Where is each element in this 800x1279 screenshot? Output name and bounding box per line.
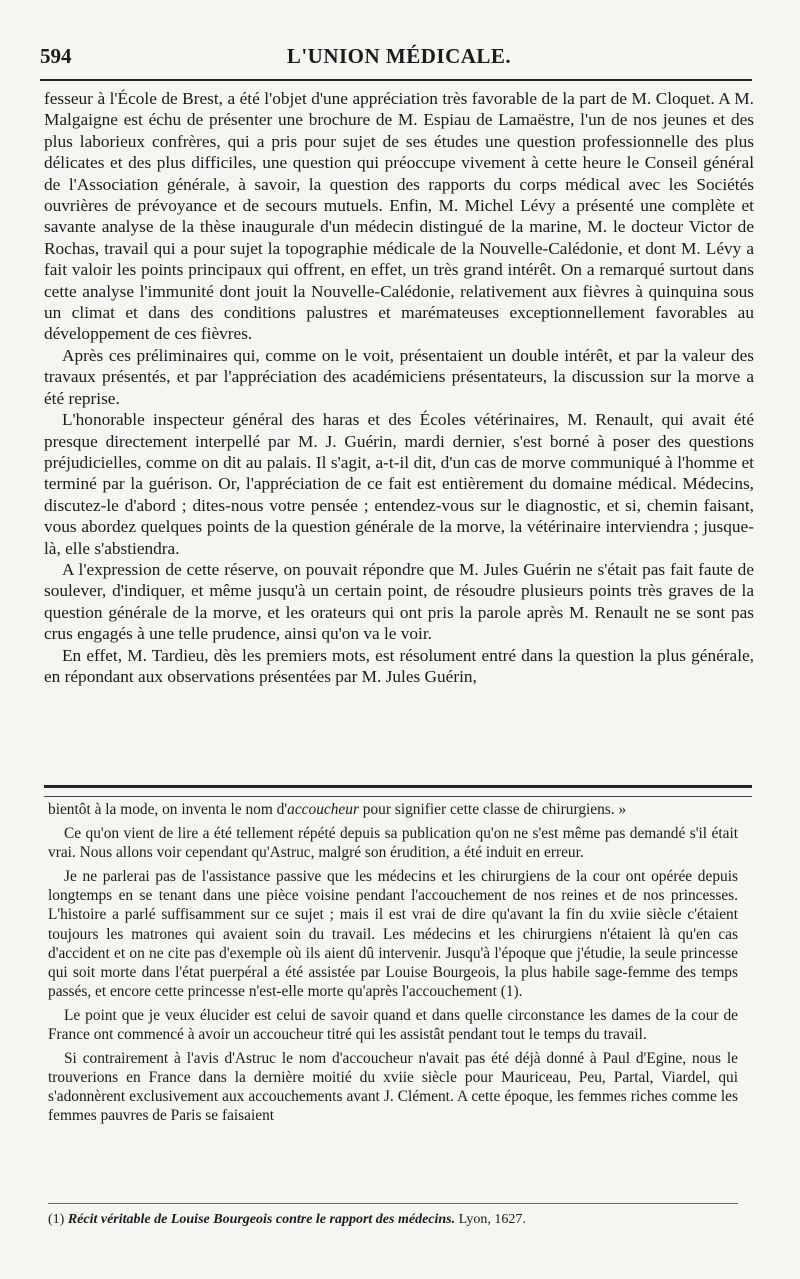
footnote: [48, 1211, 738, 1229]
feuilleton-paragraph: Ce qu'on vient de lire a été tellement répété depuis sa publication qu'on ne s'est même pas demandé s'il était vrai. Nous allons voir cependant qu'Astruc, malgré son érudition, a été induit en erreur.: [48, 825, 738, 862]
footnote-place-date: Lyon, 1627.: [455, 1212, 526, 1227]
page-number: 594: [40, 44, 72, 68]
journal-title: L'UNION MÉDICALE.: [286, 44, 512, 68]
feuilleton-section: [48, 800, 738, 1131]
page-header: [40, 44, 758, 72]
footnote-marker: (1): [48, 1212, 65, 1227]
article-paragraph: En effet, M. Tardieu, dès les premiers mots, est résolument entré dans la question la plus générale, en répondant aux observations présentées par M. Jules Guérin,: [44, 645, 754, 686]
article-paragraph: Après ces préliminaires qui, comme on le voit, présentaient un double intérêt, et par la valeur des travaux présentés, et par l'appréciation des académiciens présentateurs, la discussion sur la morve a été reprise.: [44, 345, 754, 408]
article-paragraph: A l'expression de cette réserve, on pouvait répondre que M. Jules Guérin ne s'était pas fait faute de soulever, d'indiquer, et même jusqu'à un certain point, de résoudre plusieurs points très graves de la question générale de la morve, et les orateurs qui ont pris la parole après M. Renault ne se sont pas crus engagés à une telle prudence, ainsi qu'on va le voir.: [44, 559, 754, 644]
header-rule: [40, 79, 752, 81]
feuilleton-text: bientôt à la mode, on inventa le nom d': [48, 801, 288, 818]
main-article: [44, 88, 754, 687]
footnote-source: Récit véritable de Louise Bourgeois contre le rapport des médecins.: [67, 1212, 456, 1227]
feuilleton-paragraph: Je ne parlerai pas de l'assistance passive que les médecins et les chirurgiens de la cour ont opérée depuis longtemps en se tenant dans une pièce voisine pendant l'accouchement de nos reines et de nos princesses. L'histoire a parlé suffisamment sur ce sujet ; mais il est vrai de dire qu'avant la fin du xviie siècle c'étaient toujours les matrones qui avaient soin du travail. Les médecins et les chirurgiens n'étaient là qu'en cas d'accident et on ne cite pas d'exemple où ils aient dû intervenir. Jusqu'à l'époque que j'étudie, la seule princesse qui soit morte dans l'état puerpéral a été assistée par Louise Bourgeois, la plus habile sage-femme des temps passés, et encore cette princesse n'est-elle morte qu'après l'accouchement (1).: [48, 868, 738, 1000]
article-paragraph: fesseur à l'École de Brest, a été l'objet d'une appréciation très favorable de la part de M. Cloquet. A M. Malgaigne est échu de présenter une brochure de M. Espiau de Lamaëstre, l'un de nos jeunes et des plus laborieux confrères, qui a pris pour sujet de ses études une question professionnelle des plus délicates et des plus difficiles, une question qui préoccupe vivement à cette heure le Conseil général de l'Association générale, à savoir, la question des rapports du corps médical avec les Sociétés ouvrières de prévoyance et de secours mutuels. Enfin, M. Michel Lévy a présenté une complète et savante analyse de la thèse inaugurale d'un médecin distingué de la marine, M. le docteur Victor de Rochas, travail qui a pour sujet la topographie médicale de la Nouvelle-Calédonie, et dont M. Lévy a fait valoir les points principaux qui offrent, en effet, un très grand intérêt. On a remarqué surtout dans cette analyse l'immunité dont jouit la Nouvelle-Calédonie, relativement aux fièvres à quinquina sous un climat et dans des conditions palustres et marémateuses exceptionnellement favorables au développement de ces fièvres.: [44, 89, 754, 344]
feuilleton-term: accoucheur: [287, 801, 359, 818]
feuilleton-paragraph: [48, 800, 738, 819]
feuilleton-text: pour signifier cette classe de chirurgiens. »: [358, 801, 627, 818]
footnote-rule: [48, 1203, 738, 1204]
feuilleton-paragraph: Si contrairement à l'avis d'Astruc le nom d'accoucheur n'avait pas été déjà donné à Paul d'Egine, nous le trouverions en France dans la dernière moitié du xviie siècle pour Mauriceau, Peu, Partal, Viardel, qui s'adonnèrent exclusivement aux accouchements avant J. Clément. A cette époque, les femmes riches comme les femmes pauvres de Paris se faisaient: [48, 1050, 738, 1125]
article-paragraph: L'honorable inspecteur général des haras et des Écoles vétérinaires, M. Renault, qui avait été presque directement interpellé par M. J. Guérin, mardi dernier, s'est borné à poser des questions préjudicielles, comme on dit au palais. Il s'agit, a-t-il dit, d'un cas de morve communiqué à l'homme et terminé par la guérison. Or, l'appréciation de ce fait est entièrement du domaine médical. Médecins, discutez-le d'abord ; dites-nous votre pensée ; entendez-vous sur le diagnostic, et si, chemin faisant, vous abordez quelques points de la question générale de la morve, la vétérinaire interviendra ; jusque-là, elle s'abstiendra.: [44, 410, 754, 558]
feuilleton-paragraph: Le point que je veux élucider est celui de savoir quand et dans quelle circonstance les dames de la cour de France ont commencé à avoir un accoucheur titré qui les assistât pendant tout le temps du travail.: [48, 1006, 738, 1044]
feuilleton-divider: [44, 785, 752, 797]
